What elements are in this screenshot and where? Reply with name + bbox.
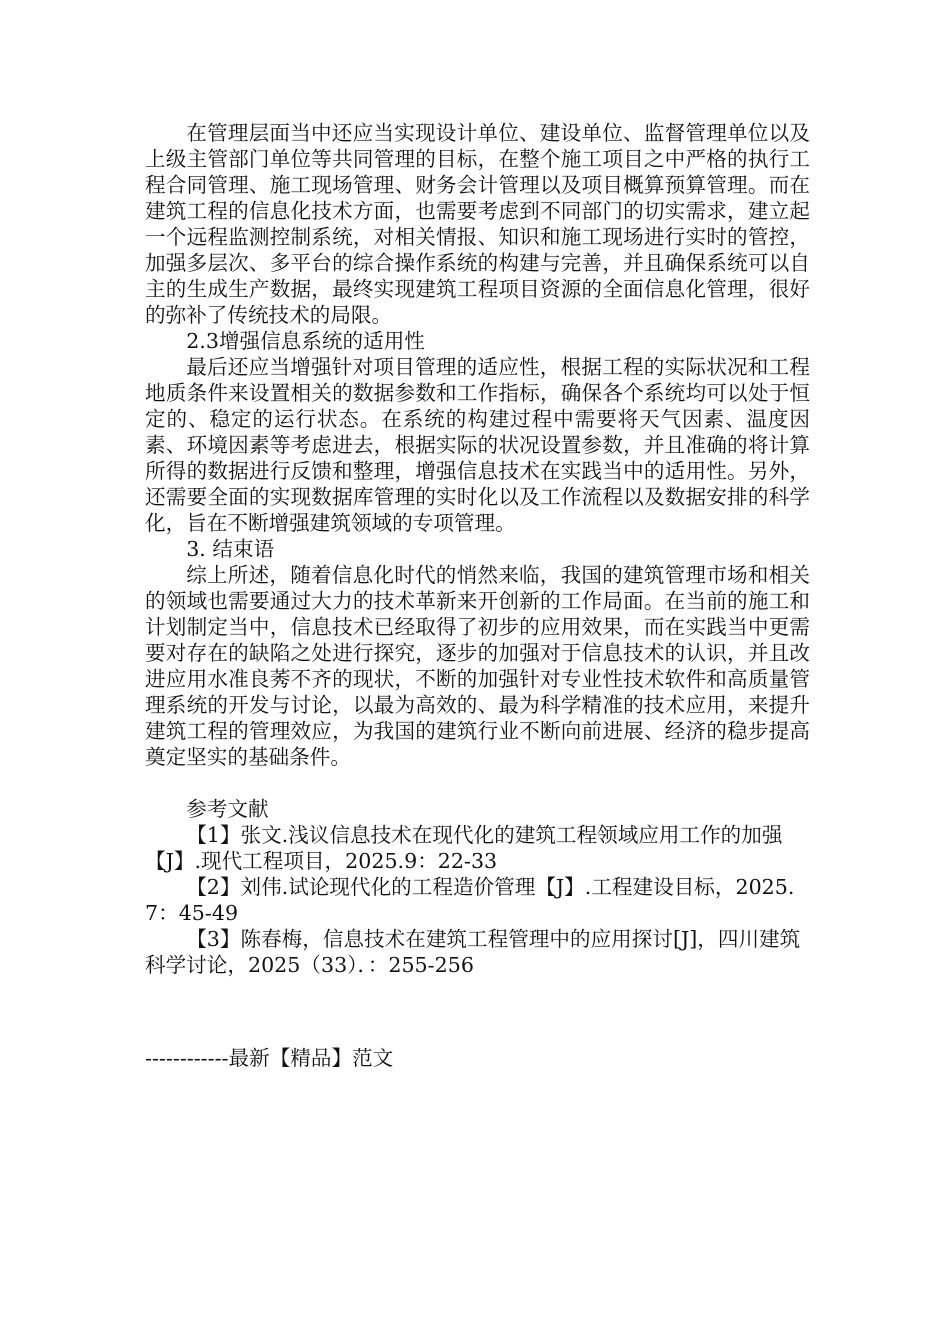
section-heading-2-3: 2.3增强信息系统的适用性 (186, 329, 425, 353)
document-body (145, 120, 810, 978)
paragraph-system-applicability: 最后还应当增强针对项目管理的适应性，根据工程的实际状况和工程地质条件来设置相关的数据参数和工作指标，确保各个系统均可以处于恒定的、稳定的运行状态。在系统的构建过程中需要将天气因素、温度因素、环境因素等考虑进去，根据实际的状况设置参数，并且准确的将计算所得的数据进行反馈和整理，增强信息技术在实践当中的适用性。另外，还需要全面的实现数据库管理的实时化以及工作流程以及数据安排的科学化，旨在不断增强建筑领域的专项管理。 (145, 355, 810, 535)
section-heading-conclusion: 3. 结束语 (186, 537, 275, 561)
reference-item-2: 【2】刘伟.试论现代化的工程造价管理【J】.工程建设目标，2025.7：45-49 (145, 875, 795, 925)
spacer (145, 770, 810, 796)
footer-label: ------------最新【精品】范文 (145, 1046, 394, 1070)
paragraph-conclusion: 综上所述，随着信息化时代的悄然来临，我国的建筑管理市场和相关的领域也需要通过大力的技术革新来开创新的工作局面。在当前的施工和计划制定当中，信息技术已经取得了初步的应用效果，而在实践当中更需要对存在的缺陷之处进行探究，逐步的加强对于信息技术的认识，并且改进应用水准良莠不齐的现状，不断的加强针对专业性技术软件和高质量管理系统的开发与讨论，以最为高效的、最为科学精准的技术应用，来提升建筑工程的管理效应，为我国的建筑行业不断向前进展、经济的稳步提高奠定坚实的基础条件。 (145, 563, 810, 769)
paragraph-management-level: 在管理层面当中还应当实现设计单位、建设单位、监督管理单位以及上级主管部门单位等共同管理的目标，在整个施工项目之中严格的执行工程合同管理、施工现场管理、财务会计管理以及项目概算预算管理。而在建筑工程的信息化技术方面，也需要考虑到不同部门的切实需求，建立起一个远程监测控制系统，对相关情报、知识和施工现场进行实时的管控，加强多层次、多平台的综合操作系统的构建与完善，并且确保系统可以自主的生成生产数据，最终实现建筑工程项目资源的全面信息化管理，很好的弥补了传统技术的局限。 (145, 121, 810, 327)
reference-item-3: 【3】陈春梅，信息技术在建筑工程管理中的应用探讨[J]，四川建筑科学讨论，2025（33）．：255-256 (145, 927, 801, 977)
references-title: 参考文献 (186, 797, 269, 821)
reference-item-1: 【1】张文.浅议信息技术在现代化的建筑工程领域应用工作的加强【J】.现代工程项目，2025.9：22-33 (145, 823, 783, 873)
